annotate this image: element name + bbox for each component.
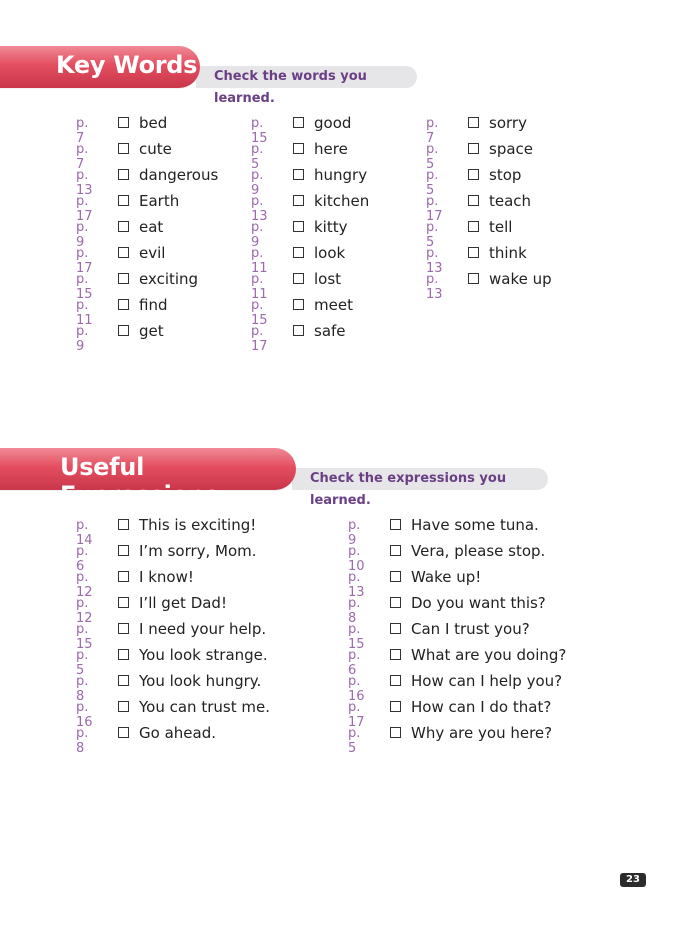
item-text: stop	[489, 166, 522, 184]
checkbox[interactable]	[118, 571, 129, 582]
item-text: think	[489, 244, 527, 262]
item-text: space	[489, 140, 534, 158]
item-text: meet	[314, 296, 353, 314]
item-text: dangerous	[139, 166, 219, 184]
page-reference: p. 5	[348, 726, 361, 756]
checkbox[interactable]	[118, 117, 129, 128]
checkbox[interactable]	[118, 325, 129, 336]
page-reference: p. 13	[348, 570, 365, 600]
page-reference: p. 15	[76, 272, 93, 302]
item-text: Go ahead.	[139, 724, 216, 742]
item-text: here	[314, 140, 348, 158]
checkbox[interactable]	[118, 597, 129, 608]
checkbox[interactable]	[118, 649, 129, 660]
checkbox[interactable]	[390, 701, 401, 712]
item-text: kitchen	[314, 192, 370, 210]
checkbox[interactable]	[468, 221, 479, 232]
page-reference: p. 15	[348, 622, 365, 652]
page-reference: p. 8	[348, 596, 361, 626]
page-number: 23	[620, 873, 646, 887]
item-text: tell	[489, 218, 513, 236]
page-reference: p. 13	[251, 194, 268, 224]
checkbox[interactable]	[293, 169, 304, 180]
item-text: I need your help.	[139, 620, 267, 638]
page-reference: p. 7	[76, 116, 89, 146]
item-text: sorry	[489, 114, 527, 132]
item-text: teach	[489, 192, 532, 210]
checkbox[interactable]	[118, 299, 129, 310]
page-reference: p. 17	[251, 324, 268, 354]
page-reference: p. 9	[348, 518, 361, 548]
checkbox[interactable]	[293, 143, 304, 154]
checkbox[interactable]	[118, 675, 129, 686]
checkbox[interactable]	[468, 169, 479, 180]
item-text: bed	[139, 114, 168, 132]
page-reference: p. 14	[76, 518, 93, 548]
useful-expressions-instruction: Check the expressions you learned.	[292, 468, 548, 490]
item-text: look	[314, 244, 346, 262]
item-text: This is exciting!	[139, 516, 257, 534]
item-text: What are you doing?	[411, 646, 567, 664]
item-text: wake up	[489, 270, 552, 288]
checkbox[interactable]	[118, 701, 129, 712]
checkbox[interactable]	[390, 675, 401, 686]
page-reference: p. 5	[426, 220, 439, 250]
checkbox[interactable]	[118, 221, 129, 232]
checkbox[interactable]	[468, 143, 479, 154]
page-reference: p. 5	[251, 142, 264, 172]
item-text: Why are you here?	[411, 724, 553, 742]
item-text: kitty	[314, 218, 348, 236]
item-text: I’ll get Dad!	[139, 594, 227, 612]
item-text: good	[314, 114, 352, 132]
page-reference: p. 17	[76, 194, 93, 224]
item-text: How can I do that?	[411, 698, 552, 716]
item-text: You look strange.	[139, 646, 268, 664]
page-reference: p. 15	[251, 116, 268, 146]
page-reference: p. 9	[251, 168, 264, 198]
page-reference: p. 16	[76, 700, 93, 730]
page-reference: p. 10	[348, 544, 365, 574]
page-reference: p. 11	[76, 298, 93, 328]
key-words-title: Key Words	[56, 51, 198, 79]
page-reference: p. 16	[348, 674, 365, 704]
page-reference: p. 13	[76, 168, 93, 198]
useful-expressions-tab	[0, 448, 296, 509]
checkbox[interactable]	[468, 195, 479, 206]
useful-expressions-title: Useful Expressions	[60, 453, 219, 509]
item-text: eat	[139, 218, 164, 236]
page-reference: p. 17	[76, 246, 93, 276]
checkbox[interactable]	[293, 247, 304, 258]
checkbox[interactable]	[118, 247, 129, 258]
checkbox[interactable]	[118, 545, 129, 556]
page-reference: p. 11	[251, 246, 268, 276]
item-text: Wake up!	[411, 568, 482, 586]
checkbox[interactable]	[293, 117, 304, 128]
item-text: Vera, please stop.	[411, 542, 546, 560]
page-reference: p. 8	[76, 726, 89, 756]
item-text: safe	[314, 322, 346, 340]
page-reference: p. 12	[76, 596, 93, 626]
item-text: hungry	[314, 166, 368, 184]
item-text: Do you want this?	[411, 594, 546, 612]
checkbox[interactable]	[118, 727, 129, 738]
page-reference: p. 12	[76, 570, 93, 600]
page-reference: p. 6	[348, 648, 361, 678]
checkbox[interactable]	[293, 273, 304, 284]
page-reference: p. 13	[426, 246, 443, 276]
page-reference: p. 11	[251, 272, 268, 302]
key-words-banner	[0, 46, 430, 106]
checkbox[interactable]	[390, 649, 401, 660]
checkbox[interactable]	[118, 623, 129, 634]
page-reference: p. 7	[426, 116, 439, 146]
checkbox[interactable]	[293, 325, 304, 336]
checkbox[interactable]	[390, 519, 401, 530]
item-text: Can I trust you?	[411, 620, 530, 638]
page-reference: p. 17	[426, 194, 443, 224]
item-text: get	[139, 322, 164, 340]
item-text: I’m sorry, Mom.	[139, 542, 257, 560]
item-text: I know!	[139, 568, 194, 586]
checkbox[interactable]	[118, 519, 129, 530]
checkbox[interactable]	[390, 571, 401, 582]
checkbox[interactable]	[293, 195, 304, 206]
useful-expressions-banner	[0, 448, 560, 509]
item-text: exciting	[139, 270, 199, 288]
checkbox[interactable]	[118, 195, 129, 206]
item-text: Have some tuna.	[411, 516, 539, 534]
key-words-instruction: Check the words you learned.	[196, 66, 417, 88]
page-reference: p. 6	[76, 544, 89, 574]
checkbox[interactable]	[390, 623, 401, 634]
page-reference: p. 13	[426, 272, 443, 302]
checkbox[interactable]	[293, 299, 304, 310]
checkbox[interactable]	[118, 143, 129, 154]
page-reference: p. 8	[76, 674, 89, 704]
checkbox[interactable]	[390, 545, 401, 556]
key-words-tab	[0, 46, 200, 88]
item-text: Earth	[139, 192, 180, 210]
page-reference: p. 5	[426, 142, 439, 172]
item-text: evil	[139, 244, 166, 262]
page-reference: p. 15	[251, 298, 268, 328]
item-text: cute	[139, 140, 172, 158]
page-reference: p. 5	[426, 168, 439, 198]
checkbox[interactable]	[468, 247, 479, 258]
item-text: You look hungry.	[139, 672, 262, 690]
page-reference: p. 17	[348, 700, 365, 730]
page-reference: p. 7	[76, 142, 89, 172]
checkbox[interactable]	[390, 727, 401, 738]
page-reference: p. 15	[76, 622, 93, 652]
page-reference: p. 5	[76, 648, 89, 678]
item-text: lost	[314, 270, 342, 288]
item-text: How can I help you?	[411, 672, 563, 690]
checkbox[interactable]	[118, 169, 129, 180]
item-text: find	[139, 296, 168, 314]
page-reference: p. 9	[251, 220, 264, 250]
item-text: You can trust me.	[139, 698, 270, 716]
checkbox[interactable]	[293, 221, 304, 232]
checkbox[interactable]	[390, 597, 401, 608]
page-reference: p. 9	[76, 324, 89, 354]
checkbox[interactable]	[118, 273, 129, 284]
checkbox[interactable]	[468, 117, 479, 128]
checkbox[interactable]	[468, 273, 479, 284]
page-reference: p. 9	[76, 220, 89, 250]
